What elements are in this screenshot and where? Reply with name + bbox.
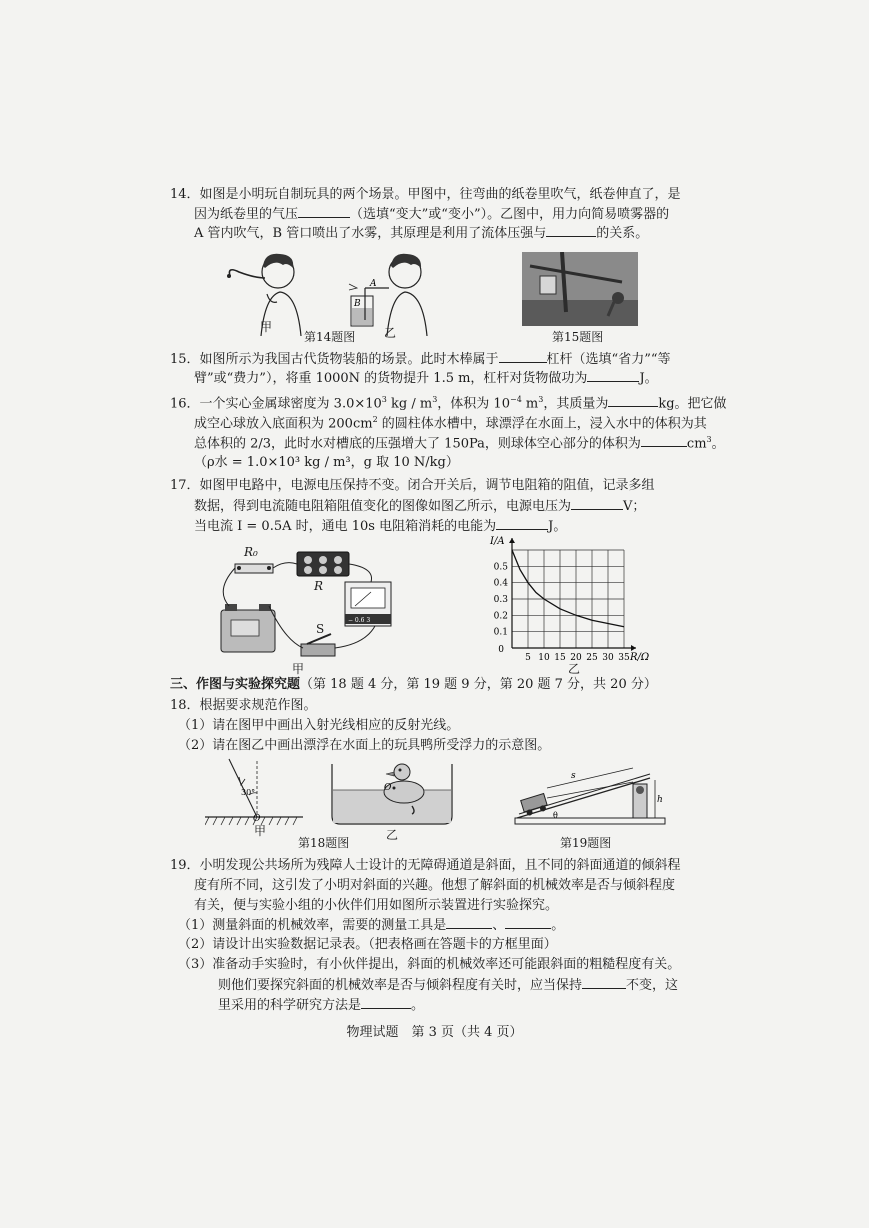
q17-current-resistance-chart <box>478 536 658 676</box>
q18-duck-figure <box>328 762 456 828</box>
answer-blank <box>496 517 548 530</box>
y-tick-label: 0.2 <box>493 611 508 622</box>
q19-line2: 度有所不同，这引发了小明对斜面的兴趣。他想了解斜面的机械效率是否与倾斜程度 <box>194 878 676 893</box>
origin-label: 0 <box>498 645 504 655</box>
label-R0: R₀ <box>244 545 258 559</box>
answer-blank <box>587 369 639 382</box>
q16-line3: 总体积的 2/3，此时水对槽底的压强增大了 150Pa，则球体空心部分的体积为 $cm^3$。 <box>194 435 725 452</box>
q16-line4: （ρ水 = 1.0×10³ kg / m³，g 取 10 N/kg） <box>194 455 459 470</box>
q19-line5: （2）请设计出实验数据记录表。（把表格画在答题卡的方框里面） <box>178 937 557 952</box>
label-A: A <box>370 279 377 289</box>
y-tick-label: 0.1 <box>493 627 508 638</box>
q18-line2: （1）请在图甲中画出入射光线相应的反射光线。 <box>178 718 460 733</box>
duck-point-O: O <box>384 783 392 793</box>
answer-blank <box>582 976 626 989</box>
x-tick-label: 20 <box>570 653 582 663</box>
q18-label-yi: 乙 <box>386 828 399 842</box>
q14-caption: 第14题图 <box>304 330 356 344</box>
answer-blank <box>546 224 596 237</box>
answer-blank <box>361 996 411 1009</box>
q19-line7: 则他们要探究斜面的机械效率是否与倾斜程度有关时，应当保持 不变，这 <box>218 978 679 993</box>
answer-blank <box>446 916 492 929</box>
x-tick-label: 5 <box>525 653 531 663</box>
y-tick-label: 0.5 <box>493 562 508 573</box>
q19-line6: （3）准备动手实验时，有小伙伴提出，斜面的机械效率还可能跟斜面的粗糙程度有关。 <box>178 957 681 972</box>
q17-label-jia: 甲 <box>292 662 305 676</box>
x-tick-label: 10 <box>538 653 550 663</box>
meter-terminals: − 0.6 3 <box>348 617 371 624</box>
q17-label-yi: 乙 <box>568 662 581 676</box>
answer-blank <box>499 350 547 363</box>
answer-blank <box>641 434 687 447</box>
label-B: B <box>354 299 361 309</box>
q17-circuit-figure <box>215 540 415 675</box>
x-tick-label: 35 <box>618 653 630 663</box>
section3-heading: 三、作图与实验探究题（第 18 题 4 分，第 19 题 9 分，第 20 题 7 分，共 20 分） <box>170 677 657 692</box>
q16-line1: 16．一个实心金属球密度为 $3.0\times 10^3$ kg / $m^3$，体积为 $10^{-4}$ $m^3$，其质量为 kg。把它做 <box>170 395 727 412</box>
q14-label-yi: 乙 <box>384 326 397 340</box>
label-theta: θ <box>553 811 558 820</box>
q15-line2: 臂”或“费力”），将重 1000N 的货物提升 1.5 m，杠杆对货物做功为 J。 <box>194 371 658 386</box>
label-s: s <box>571 771 576 781</box>
label-h: h <box>657 795 663 805</box>
y-axis-arrow <box>509 538 515 543</box>
y-tick-label: 0.3 <box>493 595 508 605</box>
x-tick-label: 15 <box>554 653 566 663</box>
q17-line2: 数据，得到电流随电阻箱阻值变化的图像如图乙所示，电源电压为 V； <box>194 499 646 514</box>
answer-blank <box>608 394 658 407</box>
q17-line1: 17．如图甲电路中，电源电压保持不变。闭合开关后，调节电阻箱的阻值，记录多组 <box>170 478 655 493</box>
q15-caption: 第15题图 <box>552 330 604 344</box>
x-axis-arrow <box>631 645 636 651</box>
q18-caption: 第18题图 <box>298 836 350 850</box>
point-O: O <box>253 814 261 824</box>
angle-label: 30° <box>241 788 256 797</box>
x-axis-label: R/Ω <box>630 652 650 663</box>
q19-caption: 第19题图 <box>560 836 612 850</box>
q15-line1: 15．如图所示为我国古代货物装船的场景。此时木棒属于 杠杆（选填“省力”“等 <box>170 352 671 367</box>
q18-line3: （2）请在图乙中画出漂浮在水面上的玩具鸭所受浮力的示意图。 <box>178 738 551 753</box>
q18-line1: 18．根据要求规范作图。 <box>170 698 317 713</box>
answer-blank <box>571 497 623 510</box>
q14-line2: 因为纸卷里的气压 （选填“变大”或“变小”）。乙图中，用力向简易喷雾器的 <box>194 207 670 222</box>
q19-line1: 19．小明发现公共场所为残障人士设计的无障碍通道是斜面，且不同的斜面通道的倾斜程 <box>170 858 681 873</box>
label-S: S <box>316 622 325 636</box>
q15-ship-photo <box>522 252 638 326</box>
q18-label-jia: 甲 <box>254 824 267 838</box>
q14-label-jia: 甲 <box>260 320 273 334</box>
answer-blank <box>298 205 350 218</box>
q16-line2: 成空心球放入底面积为 $200cm^2$ 的圆柱体水槽中，球漂浮在水面上，浸入水中的体积为其 <box>194 415 707 432</box>
page-footer: 物理试题 第 3 页（共 4 页） <box>346 1025 523 1040</box>
q19-line4: （1）测量斜面的机械效率，需要的测量工具是 、 。 <box>178 918 565 933</box>
y-tick-label: 0.4 <box>493 578 508 589</box>
answer-blank <box>505 916 551 929</box>
q17-line3: 当电流 I = 0.5A 时，通电 10s 电阻箱消耗的电能为 J。 <box>194 519 567 534</box>
x-tick-label: 25 <box>586 653 598 663</box>
x-tick-label: 30 <box>602 653 614 663</box>
q14-line3: A 管内吹气，B 管口喷出了水雾，其原理是利用了流体压强与 的关系。 <box>194 226 649 241</box>
q19-line3: 有关，便与实验小组的小伙伴们用如图所示装置进行实验探究。 <box>194 898 559 913</box>
label-R: R <box>314 579 324 593</box>
q14-line1: 14．如图是小明玩自制玩具的两个场景。甲图中，往弯曲的纸卷里吹气，纸卷伸直了，是 <box>170 187 681 202</box>
q19-incline-figure <box>505 766 670 828</box>
y-axis-label: I/A <box>490 536 505 547</box>
q19-line8: 里采用的科学研究方法是 。 <box>218 998 425 1013</box>
